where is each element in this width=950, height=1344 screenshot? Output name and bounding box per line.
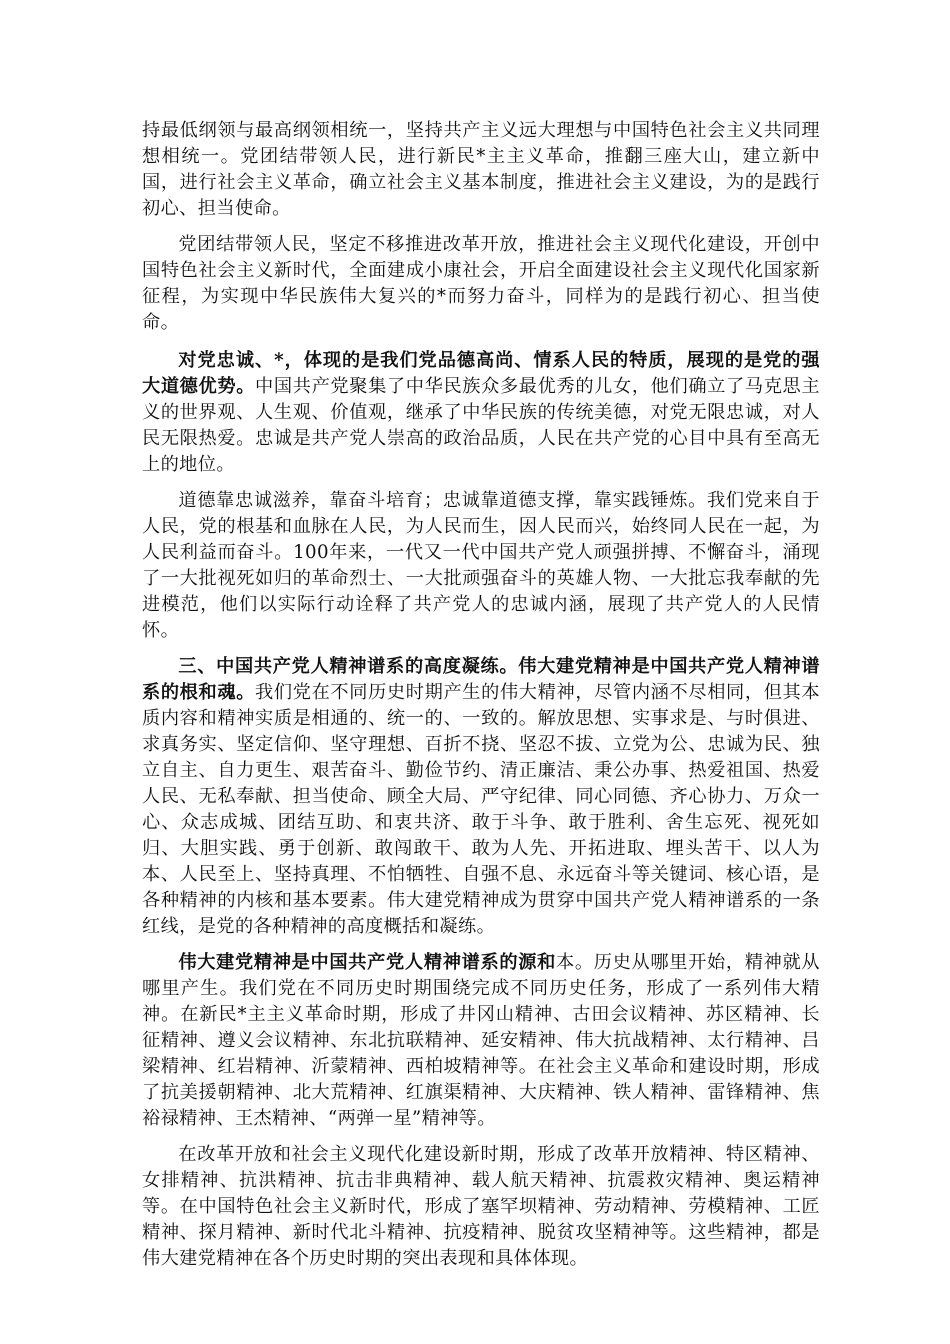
paragraph-1-text: 持最低纲领与最高纲领相统一，坚持共产主义远大理想与中国特色社会主义共同理想相统一。党团结带领人民，进行新民*主主义革命，推翻三座大山，建立新中国，进行社会主义革命，确立社会主义基本制度，推进社会主义建设，为的是践行初心、担当使命。 <box>142 120 820 219</box>
paragraph-4 <box>142 488 820 644</box>
paragraph-5 <box>142 654 820 940</box>
paragraph-7 <box>142 1142 820 1272</box>
paragraph-2 <box>142 232 820 336</box>
paragraph-7-text: 在改革开放和社会主义现代化建设新时期，形成了改革开放精神、特区精神、女排精神、抗洪精神、抗击非典精神、载人航天精神、抗震救灾精神、奥运精神等。在中国特色社会主义新时代，形成了塞罕坝精神、劳动精神、劳模精神、工匠精神、探月精神、新时代北斗精神、抗疫精神、脱贫攻坚精神等。这些精神，都是伟大建党精神在各个历史时期的突出表现和具体体现。 <box>142 1144 820 1269</box>
paragraph-2-text: 党团结带领人民，坚定不移推进改革开放，推进社会主义现代化建设，开创中国特色社会主义新时代，全面建成小康社会，开启全面建设社会主义现代化国家新征程，为实现中华民族伟大复兴的*而努力奋斗，同样为的是践行初心、担当使命。 <box>142 234 820 333</box>
paragraph-6 <box>142 950 820 1132</box>
paragraph-1 <box>142 118 820 222</box>
paragraph-3 <box>142 348 820 478</box>
paragraph-3-text: 中国共产党聚集了中华民族众多最优秀的儿女，他们确立了马克思主义的世界观、人生观、价值观，继承了中华民族的传统美德，对党无限忠诚，对人民无限热爱。忠诚是共产党人崇高的政治品质，人民在共产党的心目中具有至高无上的地位。 <box>142 376 820 475</box>
paragraph-6-text: 本。历史从哪里开始，精神就从哪里产生。我们党在不同历史时期围绕完成不同历史任务，形成了一系列伟大精神。在新民*主主义革命时期，形成了井冈山精神、古田会议精神、苏区精神、长征精神、遵义会议精神、东北抗联精神、延安精神、伟大抗战精神、太行精神、吕梁精神、红岩精神、沂蒙精神、西柏坡精神等。在社会主义革命和建设时期，形成了抗美援朝精神、北大荒精神、红旗渠精神、大庆精神、铁人精神、雷锋精神、焦裕禄精神、王杰精神、“两弹一星”精神等。 <box>142 952 820 1129</box>
paragraph-3-lead: 对党忠诚、*，体现的是我们党品德高尚、情系人民的特质，展现的是党的强大道德优势。 <box>142 350 820 397</box>
paragraph-5-lead: 三、中国共产党人精神谱系的高度凝练。伟大建党精神是中国共产党人精神谱系的根和魂。 <box>142 656 820 703</box>
paragraph-5-text: 我们党在不同历史时期产生的伟大精神，尽管内涵不尽相同，但其本质内容和精神实质是相通的、统一的、一致的。解放思想、实事求是、与时俱进、求真务实、坚定信仰、坚守理想、百折不挠、坚忍不拔、立党为公、忠诚为民、独立自主、自力更生、艰苦奋斗、勤俭节约、清正廉洁、秉公办事、热爱祖国、热爱人民、无私奉献、担当使命、顾全大局、严守纪律、同心同德、齐心协力、万众一心、众志成城、团结互助、和衷共济、敢于斗争、敢于胜利、舍生忘死、视死如归、大胆实践、勇于创新、敢闯敢干、敢为人先、开拓进取、埋头苦干、以人为本、人民至上、坚持真理、不怕牺牲、自强不息、永远奋斗等关键词、核心语，是各种精神的内核和基本要素。伟大建党精神成为贯穿中国共产党人精神谱系的一条红线，是党的各种精神的高度概括和凝练。 <box>142 682 820 937</box>
paragraph-4-text: 道德靠忠诚滋养，靠奋斗培育；忠诚靠道德支撑，靠实践锤炼。我们党来自于人民，党的根基和血脉在人民，为人民而生，因人民而兴，始终同人民在一起，为人民利益而奋斗。100年来，一代又一代中国共产党人顽强拼搏、不懈奋斗，涌现了一大批视死如归的革命烈士、一大批顽强奋斗的英雄人物、一大批忘我奉献的先进模范，他们以实际行动诠释了共产党人的忠诚内涵，展现了共产党人的人民情怀。 <box>142 490 820 641</box>
paragraph-6-lead: 伟大建党精神是中国共产党人精神谱系的源和 <box>178 952 556 973</box>
document-page <box>142 118 820 1282</box>
